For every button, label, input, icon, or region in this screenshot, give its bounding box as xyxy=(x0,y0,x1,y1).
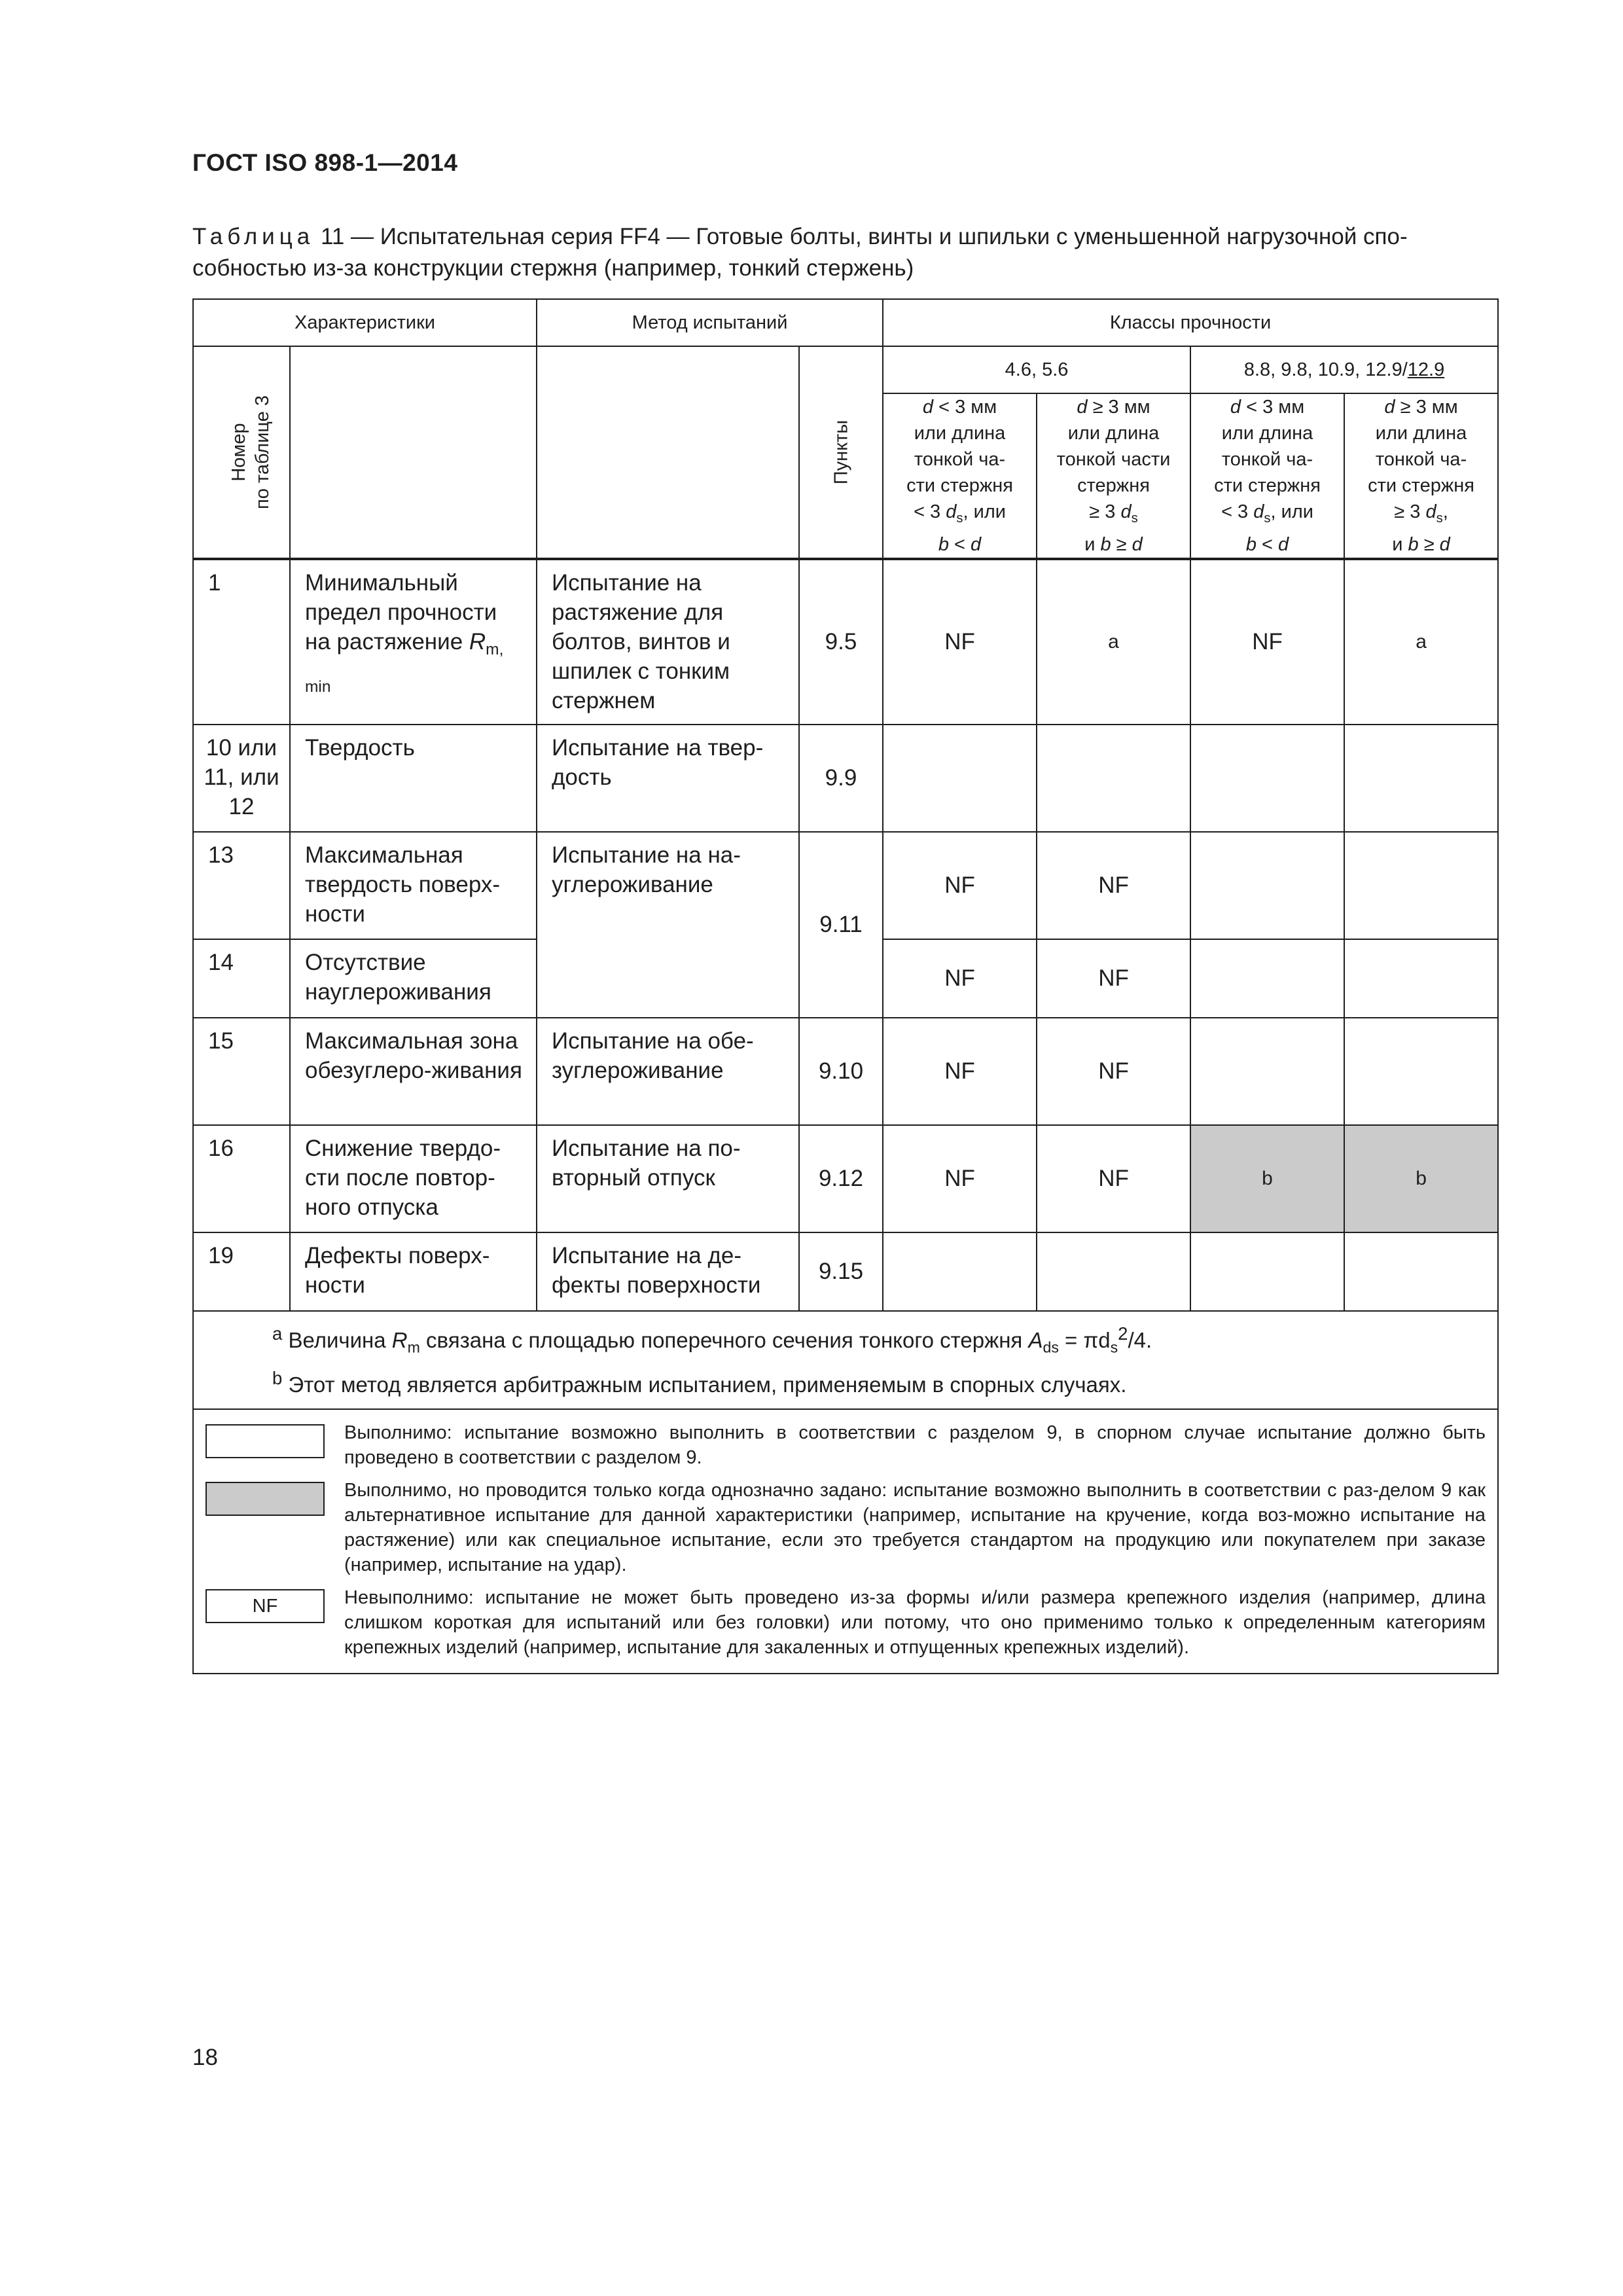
legend-swatch-nf: NF xyxy=(205,1589,325,1623)
head-blank-method xyxy=(537,346,799,559)
head-cond-3: d < 3 мм или длина тонкой ча- сти стержня < 3 $d_s$, или b < d xyxy=(1190,393,1344,559)
table-row xyxy=(193,1018,1498,1125)
row-characteristic: Минимальный предел прочности на растяжение $R_{m, min}$ xyxy=(290,559,537,725)
head-number-label: Номер по таблице 3 xyxy=(228,395,273,509)
table-row xyxy=(193,1232,1498,1311)
head-method: Метод испытаний xyxy=(537,299,883,346)
head-cond-4: d ≥ 3 мм или длина тонкой ча- сти стержня ≥ 3 $d_s$, и b ≥ d xyxy=(1344,393,1498,559)
legend-swatch-white xyxy=(205,1424,325,1458)
cell-value: NF xyxy=(1037,1125,1190,1232)
legend-swatch-gray xyxy=(205,1482,325,1516)
cell-value: NF xyxy=(1190,559,1344,725)
cell-value xyxy=(1190,939,1344,1018)
cell-value xyxy=(1037,1232,1190,1311)
head-strength-classes: Классы прочности xyxy=(883,299,1498,346)
head-group-1: 4.6, 5.6 xyxy=(883,346,1190,393)
head-blank-char xyxy=(290,346,537,559)
row-number: 15 xyxy=(193,1018,290,1125)
cell-footnote-mark-shaded: b xyxy=(1190,1125,1344,1232)
cell-footnote-mark: a xyxy=(1344,559,1498,725)
table-legend xyxy=(193,1409,1498,1674)
legend-item-conditional xyxy=(205,1478,1486,1577)
cell-value: NF xyxy=(883,559,1037,725)
caption-prefix: Таблица xyxy=(192,224,315,249)
cell-value xyxy=(883,725,1037,832)
footnote-b-mark: b xyxy=(272,1368,283,1389)
cell-value xyxy=(1344,939,1498,1018)
cell-value xyxy=(1037,725,1190,832)
cell-value: NF xyxy=(1037,1018,1190,1125)
row-number: 10 или 11, или 12 xyxy=(193,725,290,832)
row-clause: 9.10 xyxy=(799,1018,883,1125)
cell-value xyxy=(1344,1018,1498,1125)
head-clauses-label: Пункты xyxy=(830,420,851,485)
row-number: 14 xyxy=(193,939,290,1018)
head-cond-1: d < 3 мм или длина тонкой ча- сти стержня < 3 $d_s$, или b < d xyxy=(883,393,1037,559)
test-series-table xyxy=(192,298,1499,1674)
caption-text: 11 — Испытательная серия FF4 — Готовые болты, винты и шпильки с уменьшенной нагрузочной спо-собностью из-за конструкции стержня (например, тонкий стержень) xyxy=(192,224,1408,281)
table-footnotes xyxy=(193,1311,1498,1410)
cell-footnote-mark-shaded: b xyxy=(1344,1125,1498,1232)
table-row xyxy=(193,725,1498,832)
row-characteristic: Снижение твердо-сти после повтор-ного отпуска xyxy=(290,1125,537,1232)
legend-item-not-feasible xyxy=(205,1585,1486,1660)
cell-value: NF xyxy=(883,939,1037,1018)
head-group-2-underlined: 12.9 xyxy=(1407,359,1445,380)
head-group-2-text: 8.8, 9.8, 10.9, 12.9/ xyxy=(1243,359,1408,380)
cell-value: NF xyxy=(1037,939,1190,1018)
cell-value xyxy=(1344,1232,1498,1311)
cell-value xyxy=(1190,1018,1344,1125)
row-characteristic: Максимальная зона обезуглеро-живания xyxy=(290,1018,537,1125)
head-group-2 xyxy=(1190,346,1498,393)
row-method: Испытание на де-фекты поверхности xyxy=(537,1232,799,1311)
head-characteristics: Характеристики xyxy=(193,299,537,346)
cell-value xyxy=(1344,832,1498,939)
row-characteristic: Твердость xyxy=(290,725,537,832)
head-cond-2: d ≥ 3 мм или длина тонкой части стержня ≥ 3 $d_s$ и b ≥ d xyxy=(1037,393,1190,559)
row-clause: 9.11 xyxy=(799,832,883,1018)
row-method: Испытание на обе-зуглероживание xyxy=(537,1018,799,1125)
row-number: 19 xyxy=(193,1232,290,1311)
cell-value xyxy=(883,1232,1037,1311)
cell-value: NF xyxy=(883,1018,1037,1125)
footnote-a: $^a$ Величина $R_m$ связана с площадью поперечного сечения тонкого стержня $A_{ds} = \pi d_s^2/4$. xyxy=(272,1323,1152,1356)
cell-value xyxy=(1344,725,1498,832)
row-clause: 9.9 xyxy=(799,725,883,832)
head-number-col xyxy=(193,346,290,559)
row-number: 13 xyxy=(193,832,290,939)
row-characteristic: Отсутствие науглероживания xyxy=(290,939,537,1018)
row-method: Испытание на растяжение для болтов, винтов и шпилек с тонким стержнем xyxy=(537,559,799,725)
row-clause: 9.5 xyxy=(799,559,883,725)
table-row xyxy=(193,1125,1498,1232)
legend-item-feasible xyxy=(205,1420,1486,1470)
footnote-b xyxy=(272,1363,1484,1401)
row-characteristic: Дефекты поверх-ности xyxy=(290,1232,537,1311)
table-row xyxy=(193,832,1498,939)
row-method: Испытание на твер-дость xyxy=(537,725,799,832)
row-clause: 9.15 xyxy=(799,1232,883,1311)
head-clauses-col xyxy=(799,346,883,559)
row-clause: 9.12 xyxy=(799,1125,883,1232)
row-method: Испытание на на-углероживание xyxy=(537,832,799,1018)
cell-value: NF xyxy=(883,832,1037,939)
table-caption xyxy=(192,221,1495,284)
cell-value xyxy=(1190,1232,1344,1311)
legend-text: Выполнимо, но проводится только когда однозначно задано: испытание возможно выполнить в соответствии с раз-делом 9 как альтернативное испытание для данной характеристики (например, испытание на кручение, когда воз-можно испытание на растяжение) или как специальное испытание, если это требуется стандартом на продукцию или покупателем при заказе (например, испытание на удар). xyxy=(344,1480,1486,1576)
footnote-a-mark: a xyxy=(272,1323,283,1344)
legend-text: Невыполнимо: испытание не может быть проведено из-за формы и/или размера крепежного изделия (например, длина слишком короткая для испытаний или без головки) или потому, что оно применимо только к определенным категориям крепежных изделий (например, испытание для закаленных и отпущенных крепежных изделий). xyxy=(344,1587,1486,1659)
row-number: 16 xyxy=(193,1125,290,1232)
cell-value: NF xyxy=(1037,832,1190,939)
row-number: 1 xyxy=(193,559,290,725)
cell-value xyxy=(1190,832,1344,939)
cell-footnote-mark: a xyxy=(1037,559,1190,725)
footnote-b-text: Этот метод является арбитражным испытанием, применяемым в спорных случаях. xyxy=(288,1372,1127,1397)
cell-value: NF xyxy=(883,1125,1037,1232)
row-method: Испытание на по-вторный отпуск xyxy=(537,1125,799,1232)
row-characteristic: Максимальная твердость поверх-ности xyxy=(290,832,537,939)
page-number: 18 xyxy=(192,2045,218,2070)
table-row xyxy=(193,559,1498,725)
document-header: ГОСТ ISO 898-1—2014 xyxy=(192,149,458,176)
cell-value xyxy=(1190,725,1344,832)
legend-text: Выполнимо: испытание возможно выполнить в соответствии с разделом 9, в спорном случае испытание должно быть проведено в соответствии с разделом 9. xyxy=(344,1422,1486,1469)
